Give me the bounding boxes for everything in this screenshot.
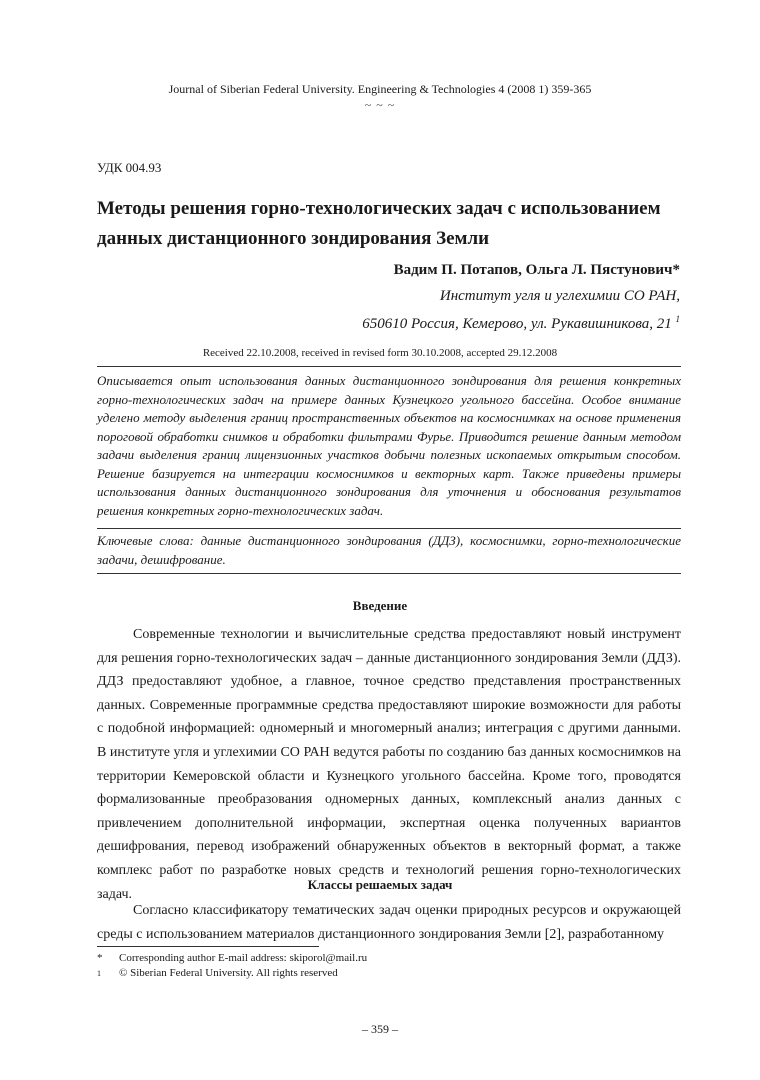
classes-paragraph: Согласно классификатору тематических задач оценки природных ресурсов и окружающей среды с использованием материалов дистанционного зондирования Земли [2], разработанному bbox=[97, 903, 681, 942]
page-number: – 359 – bbox=[362, 1022, 398, 1036]
received-dates: Received 22.10.2008, received in revised form 30.10.2008, accepted 29.12.2008 bbox=[202, 347, 558, 359]
header-separator: ~ ~ ~ bbox=[364, 98, 396, 112]
affiliation-line-1: Институт угля и углехимии СО РАН, bbox=[439, 288, 680, 304]
affiliation-footnote-mark: 1 bbox=[675, 314, 680, 324]
abstract: Описывается опыт использования данных дистанционного зондирования для решения конкретных горно-технологических задач на примере данных Кузнецкого угольного бассейна. Особое внимание уделено методу выделения границ пространственных объектов на космоснимках на основе применения пороговой обработки снимков и обработки фильтрами Фурье. Приводится решение данным методом задачи выделения границ лицензионных участков добычи полезных ископаемых открытым способом. Решение базируется на интеграции космоснимков и векторных карт. Также приведены примеры использования данных дистанционного зондирования для уточнения и обоснования результатов решения конкретных горно-технологических задач. bbox=[97, 373, 681, 518]
footnote-copyright bbox=[97, 966, 338, 981]
footnote-mark: * bbox=[97, 952, 103, 964]
footnote-mark: 1 bbox=[97, 969, 101, 978]
keywords-bottom-rule bbox=[97, 573, 681, 574]
footnote-corresponding bbox=[97, 951, 367, 966]
keywords: Ключевые слова: данные дистанционного зондирования (ДДЗ), космоснимки, горно-технологические задачи, дешифрование. bbox=[97, 533, 681, 567]
affiliation bbox=[362, 285, 680, 336]
section-heading-intro: Введение bbox=[352, 598, 408, 613]
authors: Вадим П. Потапов, Ольга Л. Пястунович* bbox=[393, 262, 680, 278]
article-title: Методы решения горно-технологических задач с использованием данных дистанционного зондирования Земли bbox=[97, 198, 661, 249]
section-heading-classes: Классы решаемых задач bbox=[307, 877, 453, 892]
keywords-top-rule bbox=[97, 528, 681, 529]
intro-paragraph: Современные технологии и вычислительные средства предоставляют новый инструмент для решения горно-технологических задач – данные дистанционного зондирования Земли (ДДЗ). ДДЗ предоставляют удобное, а главное, точное средство представления пространственных данных. Современные программные средства предоставляют широкие возможности для работы с подобной информацией: одномерный и многомерный анализ; интеграция с другими данными. В институте угля и углехимии СО РАН ведутся работы по созданию баз данных космоснимков на территории Кемеровской области и Кузнецкого угольного бассейна. Кроме того, проводятся формализованные преобразования одномерных данных, комплексный анализ данных с привлечением дополнительной информации, экспертная оценка полученных вариантов дешифрования, перевод изображений обнаруженных объектов в векторный формат, а также комплекс работ по разработке новых средств и технологий решения горно-технологических задач. bbox=[97, 627, 681, 902]
affiliation-line-2 bbox=[362, 308, 680, 336]
abstract-top-rule bbox=[97, 366, 681, 367]
footnote-text: © Siberian Federal University. All rights reserved bbox=[119, 967, 338, 979]
udk-code: УДК 004.93 bbox=[97, 160, 162, 175]
affiliation-address: 650610 Россия, Кемерово, ул. Рукавишникова, 21 bbox=[362, 316, 672, 332]
footnote-text: Corresponding author E-mail address: skiporol@mail.ru bbox=[119, 952, 368, 964]
journal-header: Journal of Siberian Federal University. Engineering & Technologies 4 (2008 1) 359-365 bbox=[168, 82, 592, 96]
footnote-rule bbox=[97, 946, 319, 947]
